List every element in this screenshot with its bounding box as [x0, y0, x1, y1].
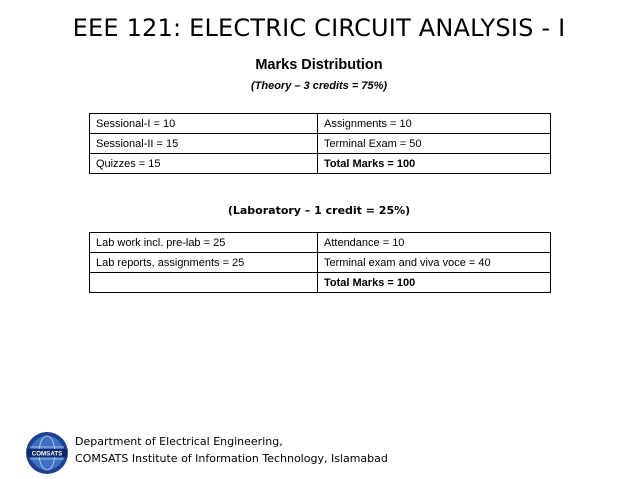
laboratory-heading: (Laboratory – 1 credit = 25%)	[227, 204, 411, 217]
institute-line: COMSATS Institute of Information Technology, Islamabad	[75, 452, 388, 465]
logo-text: COMSATS	[31, 450, 63, 458]
total-marks-cell: Total Marks = 100	[318, 273, 551, 293]
marks-distribution-heading: Marks Distribution	[255, 57, 383, 73]
table-cell: Sessional-II = 15	[90, 134, 318, 154]
table-row	[90, 233, 551, 253]
table-cell: Assignments = 10	[318, 114, 551, 134]
footer	[75, 433, 388, 467]
table-cell	[90, 273, 318, 293]
table-cell: Terminal Exam = 50	[318, 134, 551, 154]
comsats-logo	[25, 431, 69, 475]
table-cell: Terminal exam and viva voce = 40	[318, 253, 551, 273]
table-row	[90, 253, 551, 273]
table-row	[90, 154, 551, 174]
table-cell: Quizzes = 15	[90, 154, 318, 174]
theory-heading: (Theory – 3 credits = 75%)	[250, 80, 388, 92]
theory-marks-table	[89, 113, 551, 174]
table-row	[90, 134, 551, 154]
table-row	[90, 273, 551, 293]
table-row	[90, 114, 551, 134]
total-marks-cell: Total Marks = 100	[318, 154, 551, 174]
lab-marks-table	[89, 232, 551, 293]
department-line: Department of Electrical Engineering,	[75, 435, 283, 448]
table-cell: Sessional-I = 10	[90, 114, 318, 134]
table-cell: Attendance = 10	[318, 233, 551, 253]
slide-title: EEE 121: ELECTRIC CIRCUIT ANALYSIS - I	[72, 14, 566, 42]
table-cell: Lab work incl. pre-lab = 25	[90, 233, 318, 253]
table-cell: Lab reports, assignments = 25	[90, 253, 318, 273]
globe-logo-icon	[25, 431, 69, 475]
